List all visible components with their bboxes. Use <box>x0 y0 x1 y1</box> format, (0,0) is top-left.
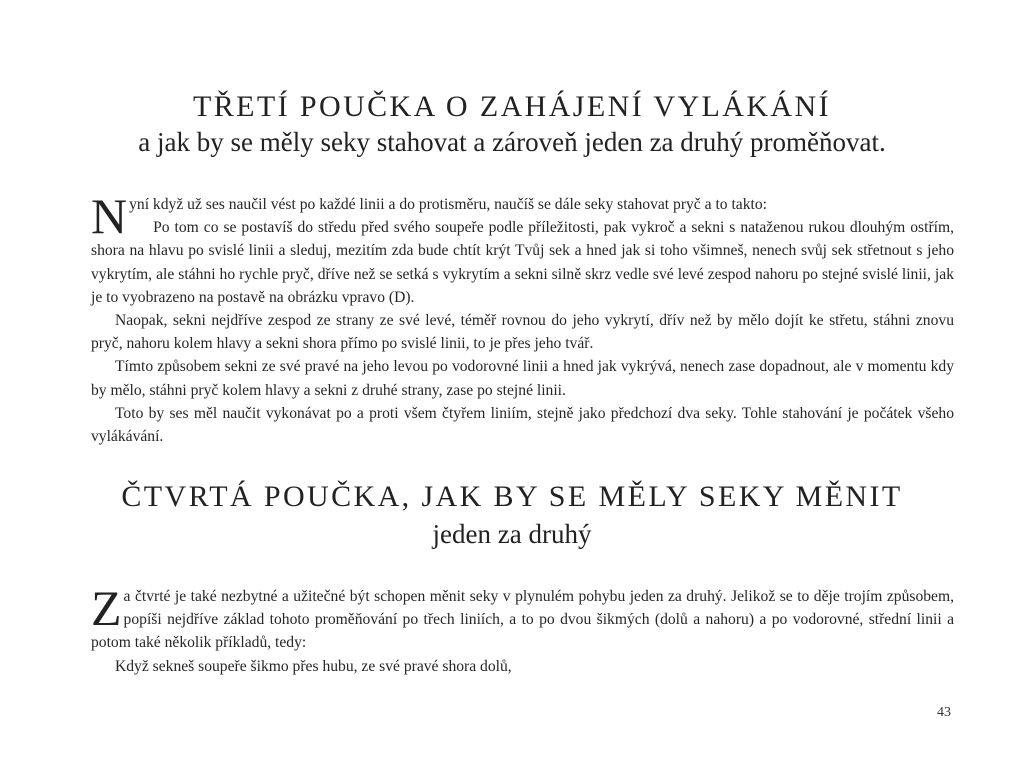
paragraph-text: yní když už ses naučil vést po každé linii a do protisměru, naučíš se dále seky stahovat pryč a to takto: <box>129 196 767 213</box>
paragraph: Po tom co se postavíš do středu před svého soupeře podle příležitosti, pak vykroč a sekni s nataženou rukou dlouhým ostřím, shora na hlavu po svislé linii a sleduj, mezitím zda bude chtít krýt Tvůj sek a hned jak si toho všimneš, nenech svůj sek střetnout s jeho vykrytím, ale stáhni ho rychle pryč, dříve než se setká s vykrytím a sekni silně skrz vedle své levé zespod nahoru po stejné svislé linii, jak je to vyobrazeno na postavě na obrázku vpravo (D). <box>91 219 954 306</box>
drop-cap: Z <box>91 580 122 636</box>
page-number: 43 <box>937 705 951 720</box>
paragraph: Naopak, sekni nejdříve zespod ze strany ze své levé, téměř rovnou do jeho vykrytí, dřív než by mělo dojít ke střetu, stáhni znovu pryč, nahoru kolem hlavy a sekni shora přímo po svislé linii, to je přes jeho tvář. <box>91 312 954 353</box>
section-subtitle: a jak by se měly seky stahovat a zároveň jeden za druhý proměňovat. <box>138 127 886 157</box>
section-body <box>91 580 954 678</box>
first-paragraph <box>91 580 954 655</box>
paragraph: Toto by ses měl naučit vykonávat po a proti všem čtyřem liniím, stejně jako předchozí dva seky. Tohle stahování je počátek všeho vylákávání. <box>91 404 954 446</box>
drop-cap: N <box>91 188 128 244</box>
section-title: ČTVRTÁ POUČKA, JAK BY SE MĚLY SEKY MĚNIT <box>121 480 903 513</box>
paragraph: Když sekneš soupeře šikmo přes hubu, ze své pravé shora dolů, <box>115 657 512 675</box>
paragraph-text: a čtvrté je také nezbytné a užitečné být schopen měnit seky v plynulém pohybu jeden za druhý. Jelikož se to děje trojím způsobem, popíši nejdříve základ tohoto proměňování po třech liniích, a to po dvou šikmých (dolů a nahoru) a po vodorovné, střední linii a potom také několik příkladů, tedy: <box>91 588 954 652</box>
section-title: TŘETÍ POUČKA O ZAHÁJENÍ VYLÁKÁNÍ <box>193 90 831 123</box>
section-body <box>91 188 954 448</box>
section-subtitle: jeden za druhý <box>432 519 592 549</box>
first-paragraph <box>91 188 954 244</box>
paragraph: Tímto způsobem sekni ze své pravé na jeho levou po vodorovné linii a hned jak vykrývá, nenech zase dopadnout, ale v momentu kdy by mělo, stáhni pryč kolem hlavy a sekni z druhé strany, zase po stejné linii. <box>91 358 954 399</box>
